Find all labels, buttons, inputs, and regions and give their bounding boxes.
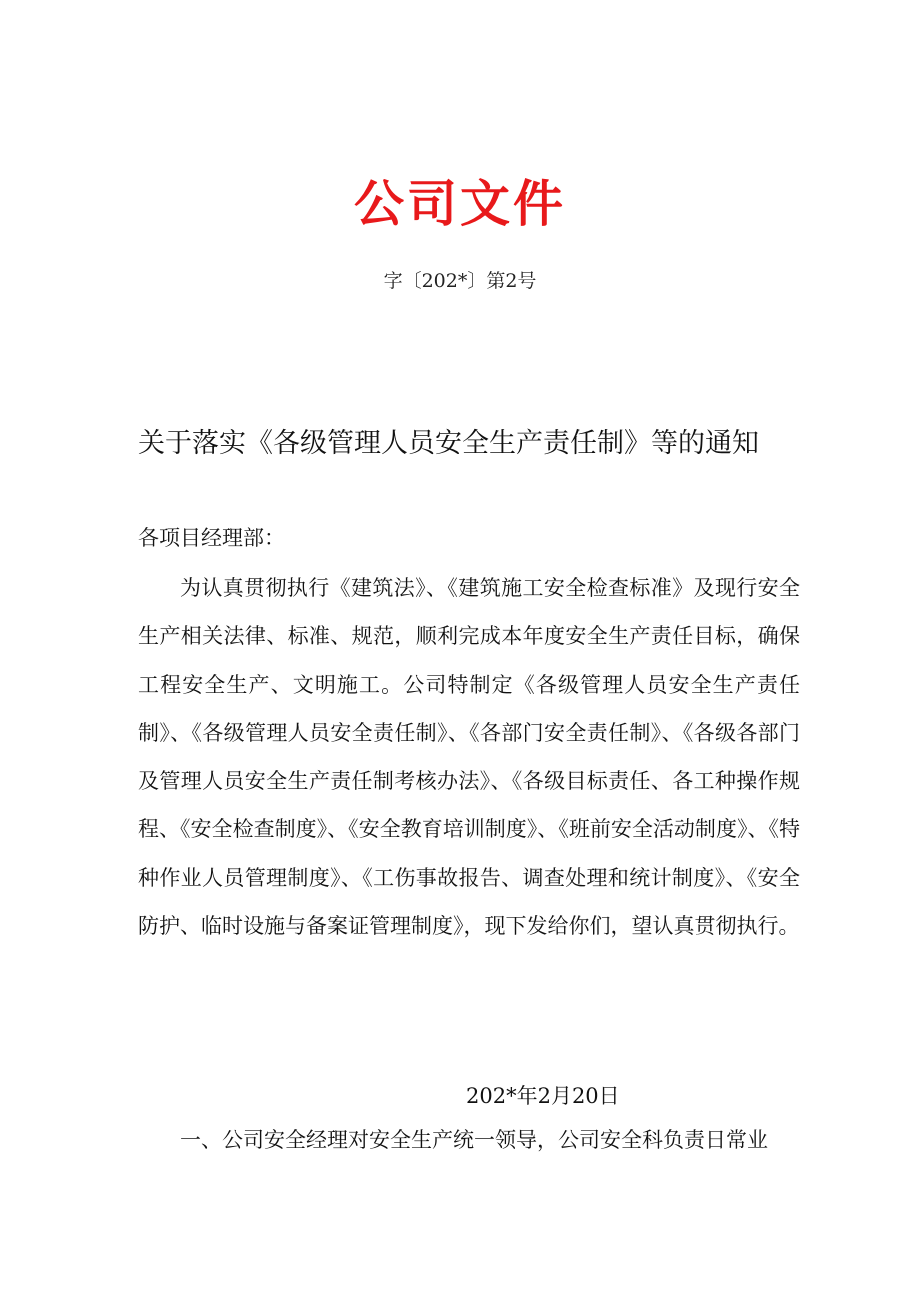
- document-number: 字〔202*〕第2号: [383, 270, 537, 292]
- list-item-1: 一、公司安全经理对安全生产统一领导，公司安全科负责日常业: [180, 1128, 768, 1152]
- notice-body-paragraph: 为认真贯彻执行《建筑法》、《建筑施工安全检查标准》及现行安全生产相关法律、标准、规范，顺利完成本年度安全生产责任目标，确保工程安全生产、文明施工。公司特制定《各级管理人员安全生产责任制》、《各级管理人员安全责任制》、《各部门安全责任制》、《各级各部门及管理人员安全生产责任制考核办法》、《各级目标责任、各工种操作规程、《安全检查制度》、《安全教育培训制度》、《班前安全活动制度》、《特种作业人员管理制度》、《工伤事故报告、调查处理和统计制度》、《安全防护、临时设施与备案证管理制度》，现下发给你们，望认真贯彻执行。: [138, 576, 800, 939]
- document-header-title: 公司文件: [354, 175, 566, 233]
- notice-title: 关于落实《各级管理人员安全生产责任制》等的通知: [138, 428, 759, 459]
- salutation: 各项目经理部：: [138, 526, 285, 550]
- issue-date: 202*年2月20日: [466, 1084, 620, 1108]
